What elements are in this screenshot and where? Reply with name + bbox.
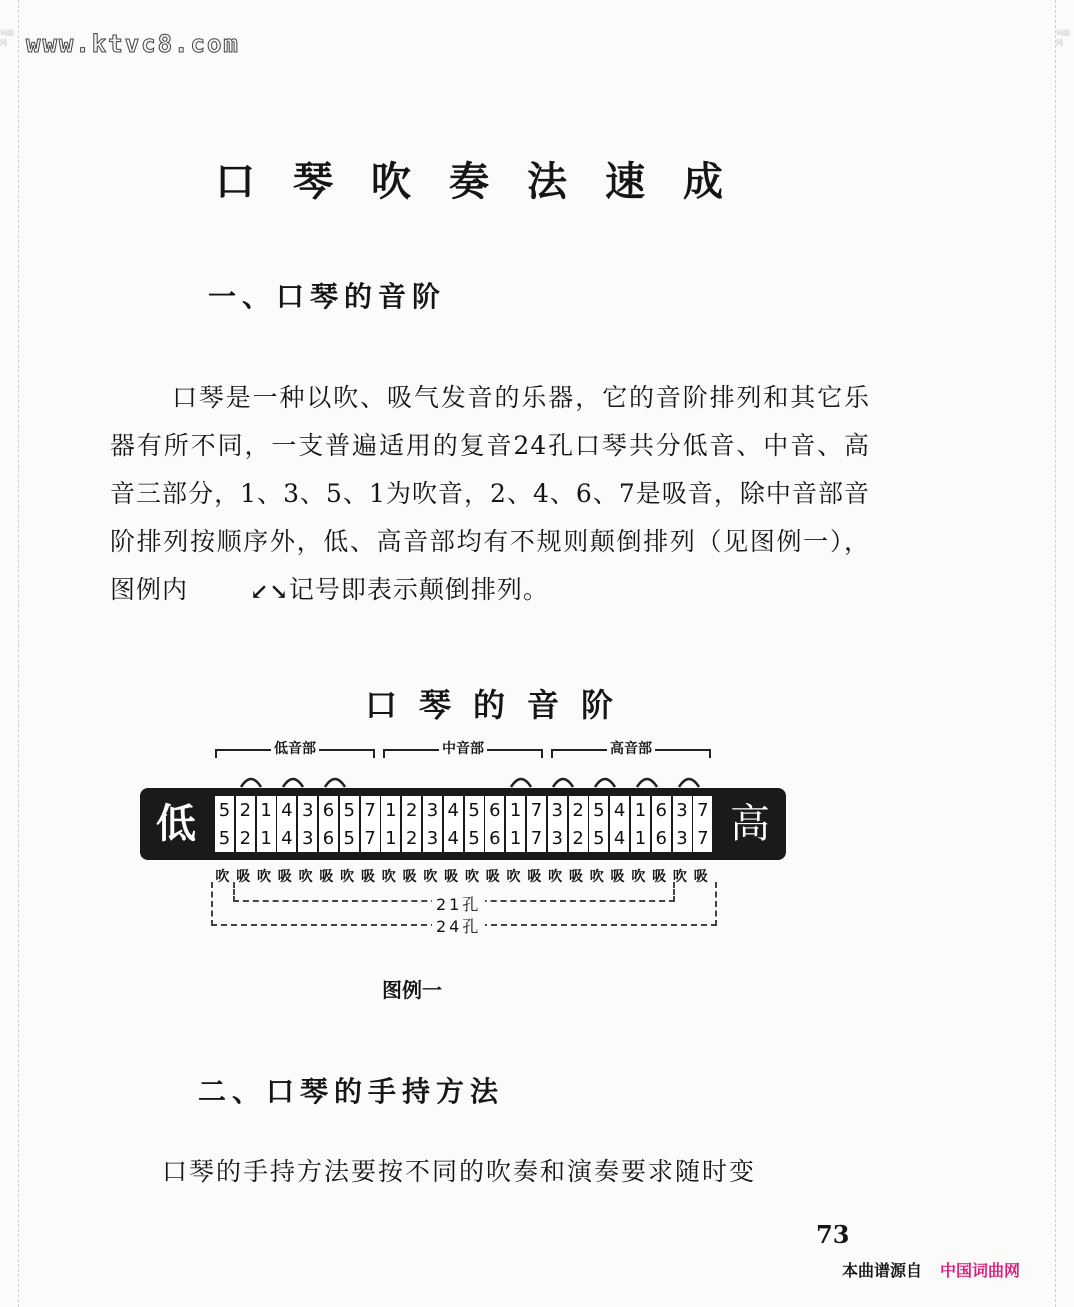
harmonica-hole [465,796,484,852]
harmonica-diagram [140,788,786,860]
hole-note-bottom: 5 [218,827,231,849]
arc-high-2 [553,779,573,787]
breath-label: 吸 [527,869,542,885]
low-end-label: 低 [156,801,196,847]
hole-note-bottom: 6 [655,827,667,849]
breath-label: 吹 [589,869,604,885]
breath-label: 吸 [236,869,251,885]
hole-note-top: 1 [509,799,522,821]
hole-note-bottom: 5 [343,827,355,849]
hole-note-bottom: 4 [281,827,293,849]
hole-note-bottom: 3 [426,827,439,849]
harmonica-hole [361,796,380,852]
hole-note-top: 6 [489,799,501,821]
holes-24-label: 24孔 [432,914,485,937]
hole-note-top: 2 [405,799,418,821]
harmonica-hole [298,796,317,852]
hole-note-top: 1 [385,799,397,821]
breath-label: 吹 [464,869,479,885]
breath-label: 吹 [215,869,230,885]
hole-note-top: 2 [239,799,252,821]
arc-high-4 [637,779,657,787]
section-heading-holding: 二、口琴的手持方法 [198,1075,505,1108]
harmonica-hole [693,796,712,852]
footer-site-link[interactable]: 中国词曲网 [940,1261,1021,1280]
breath-label: 吸 [360,869,375,885]
breath-label: 吸 [693,869,708,885]
hole-note-top: 5 [218,799,231,821]
hole-note-top: 2 [572,799,584,821]
hole-note-top: 1 [260,799,272,821]
hole-note-top: 7 [530,799,543,821]
hole-note-bottom: 2 [572,827,584,849]
hole-note-top: 3 [301,799,314,821]
harmonica-hole [236,796,255,852]
breath-label: 吹 [548,869,563,885]
hole-note-top: 4 [281,799,293,821]
harmonica-hole [277,796,296,852]
hole-note-bottom: 4 [447,827,459,849]
hole-note-top: 4 [447,799,459,821]
harmonica-hole [631,796,650,852]
low-register-label: 低音部 [271,738,319,758]
page-number: 73 [816,1220,850,1249]
breath-label: 吹 [256,869,271,885]
harmonica-hole [340,796,359,852]
hole-note-top: 6 [322,799,335,821]
arc-high-5 [679,779,699,787]
hole-note-bottom: 6 [322,827,335,849]
hole-note-bottom: 7 [364,827,376,849]
harmonica-hole [673,796,692,852]
hole-note-top: 5 [593,799,605,821]
hole-note-bottom: 2 [405,827,418,849]
harmonica-hole [548,796,567,852]
harmonica-hole [569,796,588,852]
breath-label: 吹 [423,869,438,885]
hole-note-bottom: 1 [634,827,647,849]
register-labels [215,738,715,762]
breath-label: 吹 [340,869,355,885]
harmonica-hole [589,796,608,852]
hole-note-bottom: 7 [530,827,543,849]
harmonica-hole [319,796,338,852]
harmonica-hole [444,796,463,852]
arc-high-1 [511,779,531,787]
hole-note-bottom: 3 [301,827,314,849]
hole-note-bottom: 6 [489,827,501,849]
harmonica-hole [610,796,629,852]
section-heading-scale: 一、口琴的音阶 [208,280,447,313]
breath-label: 吸 [402,869,417,885]
hole-note-bottom: 3 [676,827,688,849]
breath-label: 吹 [506,869,521,885]
high-register-bracket [551,738,711,762]
hole-note-top: 7 [697,799,709,821]
breath-label: 吹 [631,869,646,885]
breath-label: 吹 [381,869,396,885]
hole-note-top: 5 [468,799,480,821]
side-watermark: 词曲网 [0,29,14,47]
footer [842,1258,1020,1281]
side-watermark: 词曲网 [1056,29,1070,47]
hole-note-bottom: 7 [697,827,709,849]
breath-label: 吸 [444,869,459,885]
arc-low-2 [283,779,303,787]
hole-note-top: 3 [676,799,688,821]
hole-note-bottom: 1 [260,827,272,849]
harmonica-hole [215,796,234,852]
hole-note-top: 1 [634,799,647,821]
figure-caption: 图例一 [382,978,442,1002]
hole-note-bottom: 5 [468,827,480,849]
harmonica-holes [215,796,714,852]
hole-note-bottom: 3 [551,827,563,849]
hole-note-bottom: 2 [239,827,252,849]
breath-label: 吸 [568,869,583,885]
harmonica-hole [652,796,671,852]
breath-label: 吸 [652,869,667,885]
holes-21-label: 21孔 [432,892,485,915]
page-title: 口琴吹奏法速成 [215,159,761,205]
breath-label: 吸 [277,869,292,885]
breath-label: 吸 [319,869,334,885]
intro-paragraph [110,374,870,616]
intro-text: 口琴是一种以吹、吸气发音的乐器，它的音阶排列和其它乐器有所不同，一支普遍适用的复音24孔口琴共分低音、中音、高音三部分，1、3、5、1为吹音，2、4、6、7是吸音，除中音部音阶排列按顺序外，低、高音部均有不规则颠倒排列（见图例一），图例内 [110,383,870,604]
hole-note-bottom: 1 [385,827,397,849]
left-watermark-strip [0,0,19,1307]
right-watermark-strip [1055,0,1074,1307]
site-watermark: www.ktvc8.com [26,30,240,58]
hole-note-top: 6 [655,799,667,821]
hole-note-top: 4 [613,799,626,821]
breath-label: 吸 [485,869,500,885]
holding-paragraph: 口琴的手持方法要按不同的吹奏和演奏要求随时变 [162,1157,757,1186]
mid-register-bracket [383,738,543,762]
arc-low-1 [241,779,261,787]
harmonica-hole [402,796,421,852]
hole-note-top: 7 [364,799,376,821]
inverted-arc-symbol: ↙↘ [250,578,289,605]
high-end-label: 高 [730,801,770,847]
breath-label: 吹 [672,869,687,885]
high-register-label: 高音部 [607,738,655,758]
low-register-bracket [215,738,375,762]
hole-note-top: 3 [426,799,439,821]
footer-source: 本曲谱源自 [842,1261,923,1280]
hole-note-bottom: 5 [593,827,605,849]
harmonica-hole [527,796,546,852]
arc-high-3 [595,779,615,787]
harmonica-hole [485,796,504,852]
hole-note-bottom: 4 [613,827,626,849]
hole-note-top: 3 [551,799,563,821]
intro-text-end: 记号即表示颠倒排列。 [288,575,549,604]
harmonica-hole [423,796,442,852]
breath-label: 吹 [298,869,313,885]
hole-note-top: 5 [343,799,355,821]
harmonica-hole [381,796,400,852]
harmonica-hole [506,796,525,852]
figure-title: 口琴的音阶 [365,686,636,724]
mid-register-label: 中音部 [439,738,487,758]
hole-note-bottom: 1 [509,827,522,849]
harmonica-hole [257,796,276,852]
breath-label: 吸 [610,869,625,885]
arc-low-3 [325,779,345,787]
